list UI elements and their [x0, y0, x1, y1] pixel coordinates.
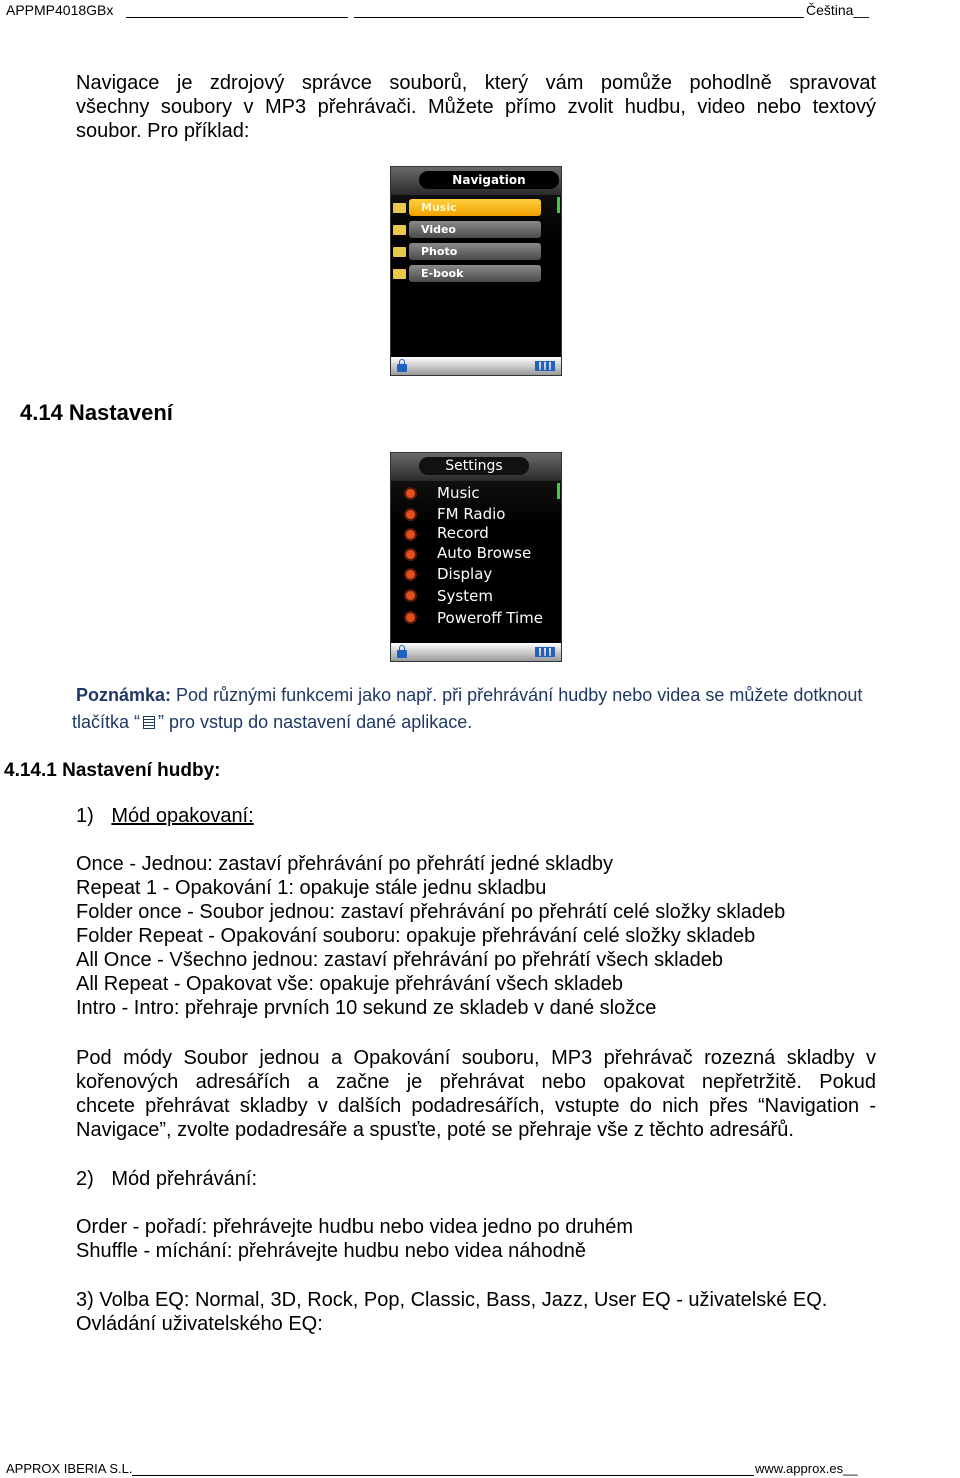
folder-icon: [393, 247, 406, 257]
repeat-mode-all-once: All Once - Všechno jednou: zastaví přehrávání po přehrátí všech skladeb: [76, 949, 724, 971]
nav-item-photo[interactable]: Photo: [409, 243, 541, 260]
note-line-1: [76, 685, 862, 706]
gear-icon: [404, 589, 417, 602]
note-line-2: [72, 712, 472, 733]
settings-screen: [390, 452, 562, 662]
settings-item-record[interactable]: Record: [437, 524, 489, 542]
repeat-modes-list: [76, 852, 785, 1020]
intro-line-3: soubor. Pro příklad:: [76, 120, 250, 142]
item-1-heading: [76, 804, 254, 828]
menu-icon: [143, 716, 155, 729]
gear-icon: [404, 487, 417, 500]
scroll-indicator: [557, 197, 560, 213]
settings-item-music[interactable]: Music: [437, 484, 480, 502]
folder-icon: [393, 203, 406, 213]
repeat-mode-folder-repeat: Folder Repeat - Opakování souboru: opakuje přehrávání celé složky skladeb: [76, 925, 756, 947]
section-title-4-14: 4.14 Nastavení: [20, 400, 173, 425]
folder-paragraph: [76, 1046, 876, 1142]
screen-status-bar: [391, 643, 561, 661]
item-2-label: Mód přehrávání:: [111, 1168, 257, 1190]
header-rule-2: [354, 17, 804, 18]
settings-item-display[interactable]: Display: [437, 565, 493, 583]
gear-icon: [404, 568, 417, 581]
play-mode-order: Order - pořadí: přehrávejte hudbu nebo videa jedno po druhém: [76, 1216, 634, 1238]
section-title-4-14-1: 4.14.1 Nastavení hudby:: [4, 760, 221, 781]
item-3-line-2: Ovládání uživatelského EQ:: [76, 1313, 323, 1335]
item-3-line-1: 3) Volba EQ: Normal, 3D, Rock, Pop, Classic, Bass, Jazz, User EQ - uživatelské EQ.: [76, 1289, 828, 1311]
nav-item-music[interactable]: Music: [409, 199, 541, 216]
screen-status-bar: [391, 357, 561, 375]
settings-item-system[interactable]: System: [437, 587, 493, 605]
settings-item-auto-browse[interactable]: Auto Browse: [437, 544, 532, 562]
header-right: Čeština__: [806, 2, 870, 18]
folder-paragraph-line-3: chcete přehrávat skladby v dalších podadresářích, vstupte do nich přes “Navigation -: [76, 1095, 876, 1117]
note-text-2b: ” pro vstup do nastavení dané aplikace.: [158, 712, 473, 732]
note-label: Poznámka:: [76, 685, 172, 705]
lock-icon: [397, 650, 407, 658]
navigation-title: Navigation: [419, 171, 559, 189]
folder-paragraph-line-4: Navigace”, zvolte podadresáře a spusťte, poté se přehraje vše z těchto adresářů.: [76, 1119, 794, 1141]
nav-item-ebook[interactable]: E-book: [409, 265, 541, 282]
battery-icon: [535, 361, 555, 371]
header-left: APPMP4018GBx: [6, 2, 114, 18]
repeat-mode-folder-once: Folder once - Soubor jednou: zastaví přehrávání po přehrátí celé složky skladeb: [76, 901, 786, 923]
item-3: [76, 1288, 827, 1336]
settings-item-poweroff-time[interactable]: Poweroff Time: [437, 609, 544, 627]
repeat-mode-once: Once - Jednou: zastaví přehrávání po přehrátí jedné skladby: [76, 853, 613, 875]
header-rule: [126, 17, 348, 18]
folder-paragraph-line-2: kořenových adresářích a začne je přehrávat nebo opakovat nepřetržitě. Pokud: [76, 1071, 876, 1093]
nav-item-video[interactable]: Video: [409, 221, 541, 238]
folder-icon: [393, 269, 406, 279]
gear-icon: [404, 508, 417, 521]
folder-paragraph-line-1: Pod módy Soubor jednou a Opakování souboru, MP3 přehrávač rozezná skladby v: [76, 1047, 876, 1069]
repeat-mode-all-repeat: All Repeat - Opakovat vše: opakuje přehrávání všech skladeb: [76, 973, 623, 995]
intro-paragraph: [76, 71, 876, 143]
footer-right: www.approx.es__: [755, 1461, 858, 1476]
gear-icon: [404, 528, 417, 541]
gear-icon: [404, 611, 417, 624]
item-2-number: 2): [76, 1168, 94, 1190]
gear-icon: [404, 548, 417, 561]
note-text-1: Pod různými funkcemi jako např. při přehrávání hudby nebo videa se můžete dotknout: [171, 685, 863, 705]
play-modes-list: [76, 1215, 633, 1263]
battery-icon: [535, 647, 555, 657]
item-1-number: 1): [76, 805, 94, 827]
footer-left: APPROX IBERIA S.L.: [6, 1461, 133, 1476]
lock-icon: [397, 364, 407, 372]
item-2-heading: [76, 1167, 257, 1191]
settings-title: Settings: [419, 457, 529, 475]
settings-item-fm-radio[interactable]: FM Radio: [437, 505, 506, 523]
footer-rule: [132, 1475, 754, 1476]
repeat-mode-intro: Intro - Intro: přehraje prvních 10 sekund ze skladeb v dané složce: [76, 997, 657, 1019]
scroll-indicator: [557, 483, 560, 499]
note-text-2a: tlačítka “: [72, 712, 141, 732]
intro-line-2: všechny soubory v MP3 přehrávači. Můžete přímo zvolit hudbu, video nebo textový: [76, 96, 876, 118]
play-mode-shuffle: Shuffle - míchání: přehrávejte hudbu nebo videa náhodně: [76, 1240, 586, 1262]
folder-icon: [393, 225, 406, 235]
navigation-screen: [390, 166, 562, 376]
item-1-label: Mód opakovaní:: [111, 805, 254, 827]
intro-line-1: Navigace je zdrojový správce souborů, který vám pomůže pohodlně spravovat: [76, 72, 876, 94]
repeat-mode-repeat-1: Repeat 1 - Opakování 1: opakuje stále jednu skladbu: [76, 877, 547, 899]
